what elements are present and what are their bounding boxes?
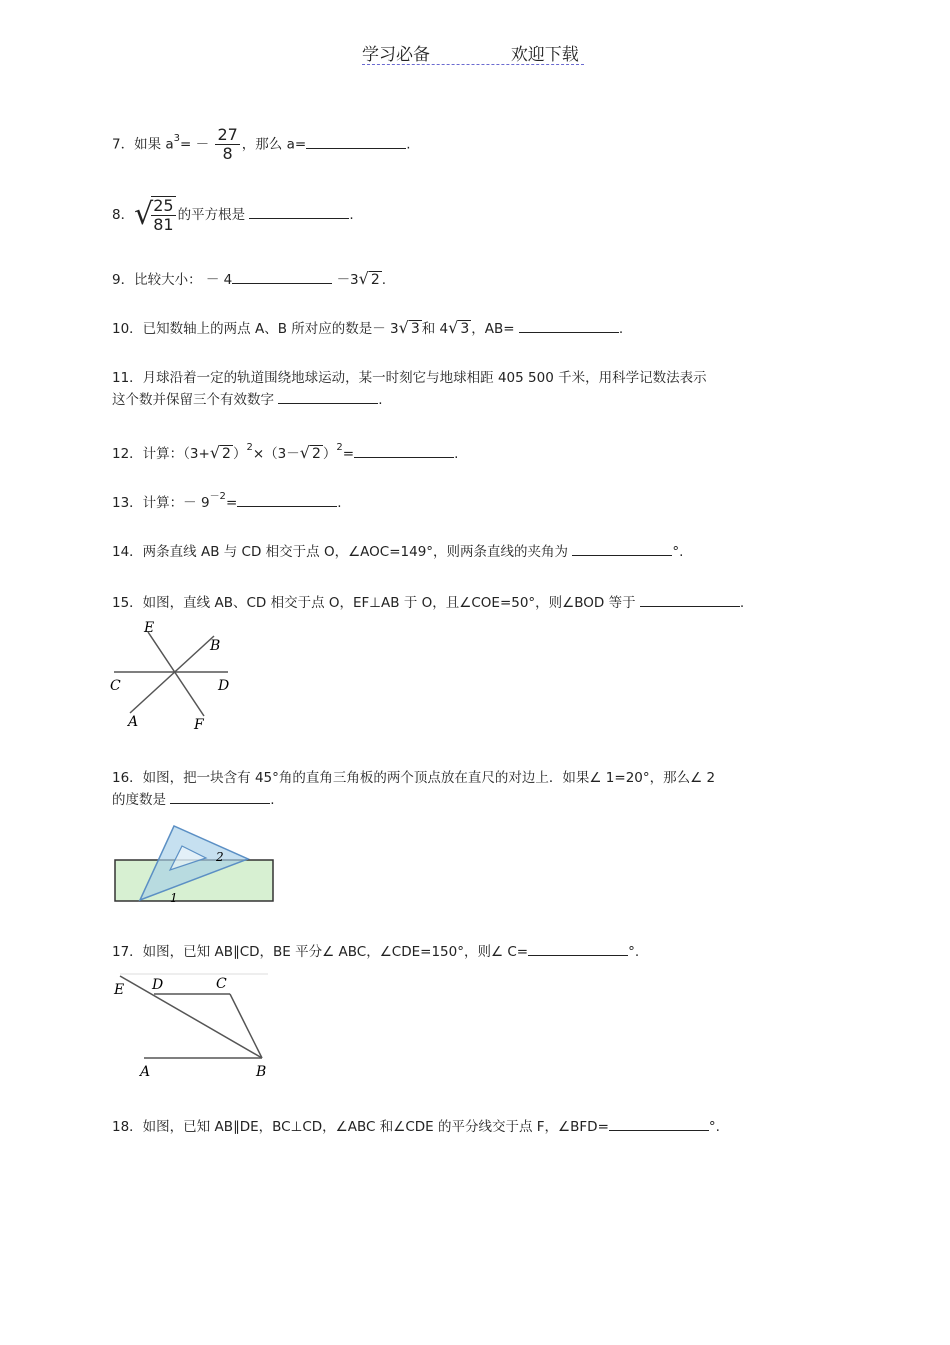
answer-blank[interactable]	[278, 389, 378, 404]
question-17: 17．如图，已知 AB∥CD，BE 平分∠ ABC，∠CDE=150°，则∠ C= °.	[112, 941, 639, 963]
header-divider	[362, 64, 584, 65]
answer-blank[interactable]	[306, 134, 406, 149]
page-header	[362, 40, 579, 65]
answer-blank[interactable]	[249, 204, 349, 219]
angle-1-label: 1	[170, 891, 178, 904]
answer-blank[interactable]	[640, 592, 740, 607]
fraction: $\frac{27}{8}$	[217, 125, 238, 163]
line-ab	[130, 636, 214, 713]
question-16: 16．如图，把一块含有 45°角的直角三角板的两个顶点放在直尺的对边上．如果∠ 1=20°，那么∠ 2 的度数是 .	[112, 770, 716, 808]
label-c: C	[216, 976, 227, 992]
question-15: 15．如图，直线 AB、CD 相交于点 O，EF⊥AB 于 O，且∠COE=50°，则∠BOD 等于 .	[112, 592, 744, 614]
question-10: 10．已知数轴上的两点 A、B 所对应的数是－ 3√ 3 和 4√ 3 ，AB= .	[112, 318, 624, 337]
question-13: 13．计算：－ $9^{-2}=$ .	[112, 491, 342, 511]
radical-sign: √	[134, 197, 154, 232]
question-18: 18．如图，已知 AB∥DE，BC⊥CD，∠ABC 和∠CDE 的平分线交于点 F，∠BFD= °.	[112, 1116, 720, 1138]
answer-blank[interactable]	[354, 443, 454, 458]
label-a: A	[128, 714, 139, 730]
figure-15-intersecting-lines	[108, 618, 238, 733]
answer-blank[interactable]	[609, 1116, 709, 1131]
label-a: A	[140, 1064, 151, 1080]
fraction: $\frac{25}{81}$	[153, 196, 174, 234]
question-7: 7．如果 $a^3=$ － $\frac{27}{8}$ ，那么 a= .	[112, 125, 411, 163]
label-c: C	[110, 678, 121, 694]
label-e: E	[114, 982, 125, 998]
line-ef	[148, 632, 204, 716]
angle-2-label: 2	[216, 850, 224, 864]
answer-blank[interactable]	[237, 492, 337, 507]
answer-blank[interactable]	[170, 789, 270, 804]
label-b: B	[210, 638, 221, 654]
header-left: 学习必备	[362, 45, 430, 65]
question-9: 9．比较大小： － 4 －3√ 2 .	[112, 269, 387, 288]
answer-blank[interactable]	[232, 269, 332, 284]
answer-blank[interactable]	[519, 318, 619, 333]
header-right: 欢迎下载	[510, 45, 579, 65]
label-b: B	[256, 1064, 267, 1080]
answer-blank[interactable]	[528, 941, 628, 956]
label-f: F	[194, 717, 204, 733]
label-d: D	[218, 678, 230, 694]
label-e: E	[144, 620, 155, 636]
figure-16-ruler-triangle	[112, 822, 277, 904]
figure-17-parallel-lines	[110, 970, 272, 1082]
answer-blank[interactable]	[572, 541, 672, 556]
label-d: D	[152, 977, 164, 993]
question-12: 12．计算：（3+√ 2 ）$^2$×（3－√ 2 ）$^2$= .	[112, 442, 459, 462]
question-8: 8．√ $\frac{25}{81}$ 的平方根是 .	[112, 196, 354, 234]
question-11: 11．月球沿着一定的轨道围绕地球运动，某一时刻它与地球相距 405 500 千米，用科学记数法表示 这个数并保留三个有效数字 .	[112, 370, 707, 408]
question-14: 14．两条直线 AB 与 CD 相交于点 O，∠AOC=149°，则两条直线的夹角为 °.	[112, 541, 683, 563]
